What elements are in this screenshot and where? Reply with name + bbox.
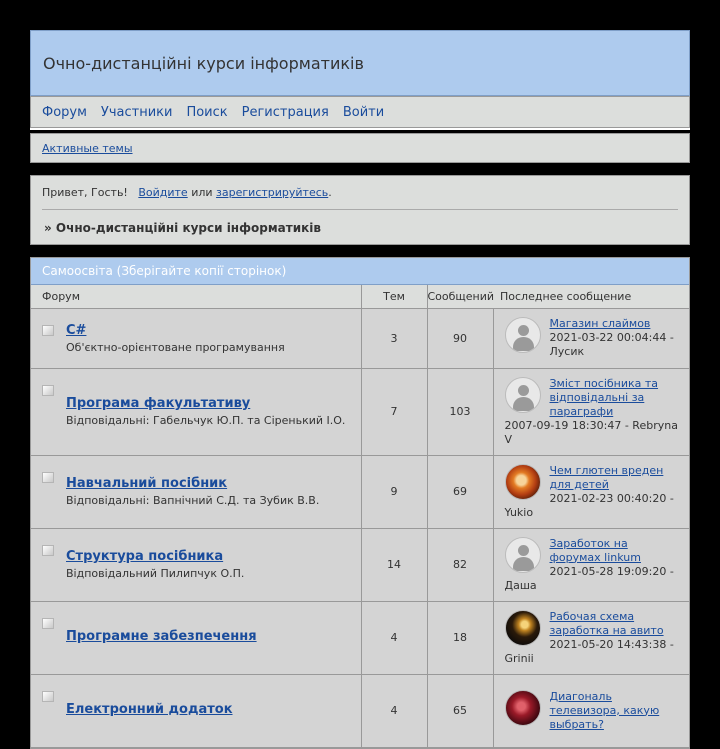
forum-cell — [31, 674, 361, 747]
last-post-link[interactable]: Зміст посібника та відповідальні за параграфи — [549, 376, 659, 418]
forum-table — [31, 285, 689, 748]
nav-login[interactable]: Войти — [342, 104, 385, 120]
last-post-link[interactable]: Чем глютен вреден для детей — [549, 463, 664, 491]
forum-status-icon — [42, 325, 54, 336]
last-post-meta: 2007-09-19 18:30:47 - Rebryna V — [504, 418, 678, 446]
forum-row — [31, 308, 689, 368]
topic-count: 9 — [361, 455, 427, 528]
forum-status-icon — [42, 618, 54, 629]
topic-count: 4 — [361, 601, 427, 674]
forum-title-link[interactable]: Програмне забезпечення — [66, 628, 257, 644]
forum-description: Відповідальні: Вапнічний С.Д. та Зубик В.В. — [66, 494, 320, 507]
post-count: 82 — [427, 528, 493, 601]
post-count: 69 — [427, 455, 493, 528]
last-post-meta: 2021-03-22 00:04:44 - Лусик — [549, 331, 674, 358]
topic-count: 14 — [361, 528, 427, 601]
forum-cell — [31, 455, 361, 528]
last-post-cell — [493, 601, 689, 674]
col-forum: Форум — [31, 285, 361, 308]
forum-title-link[interactable]: C# — [66, 322, 87, 338]
topic-count: 7 — [361, 368, 427, 455]
last-post-cell — [493, 308, 689, 368]
forum-cell — [31, 601, 361, 674]
category-title: Самоосвіта (Зберігайте копії сторінок) — [31, 258, 689, 285]
site-title: Очно-дистанційні курси інформатиків — [43, 53, 364, 73]
last-post-cell — [493, 368, 689, 455]
last-post-link[interactable]: Заработок на форумах linkum — [549, 536, 641, 564]
avatar[interactable] — [505, 610, 541, 646]
col-last-post: Последнее сообщение — [493, 285, 689, 308]
post-count: 90 — [427, 308, 493, 368]
post-count: 103 — [427, 368, 493, 455]
topic-count: 3 — [361, 308, 427, 368]
or-text: или — [191, 186, 213, 199]
col-topics: Тем — [361, 285, 427, 308]
forum-status-icon — [42, 691, 54, 702]
main-nav — [30, 96, 690, 128]
forum-status-icon — [42, 472, 54, 483]
forum-cell — [31, 368, 361, 455]
post-count: 65 — [427, 674, 493, 747]
avatar[interactable] — [505, 690, 541, 726]
nav-search[interactable]: Поиск — [186, 104, 228, 120]
forum-cell — [31, 528, 361, 601]
forum-row — [31, 368, 689, 455]
last-post-meta: 2021-02-23 00:40:20 - Yukio — [504, 491, 674, 519]
forum-row — [31, 674, 689, 747]
sub-nav — [30, 133, 690, 163]
forum-title-link[interactable]: Електронний додаток — [66, 701, 233, 717]
site-header — [30, 30, 690, 96]
forum-row — [31, 455, 689, 528]
avatar[interactable] — [505, 317, 541, 353]
last-post-link[interactable]: Магазин слаймов — [549, 317, 651, 330]
col-posts: Сообщений — [427, 285, 493, 308]
forum-title-link[interactable]: Структура посібника — [66, 549, 224, 564]
welcome-box — [30, 175, 690, 245]
post-count: 18 — [427, 601, 493, 674]
avatar[interactable] — [505, 464, 541, 500]
dot-text: . — [328, 186, 332, 199]
forum-row — [31, 528, 689, 601]
last-post-meta: 2021-05-20 14:43:38 - Grinii — [504, 637, 674, 665]
avatar[interactable] — [505, 537, 541, 573]
forum-description: Об'єктно-орієнтоване програмування — [66, 340, 285, 354]
last-post-meta: 2021-05-28 19:09:20 - Даша — [504, 564, 674, 592]
forum-row — [31, 601, 689, 674]
breadcrumb: » Очно-дистанційні курси інформатиків — [44, 221, 321, 235]
topic-count: 4 — [361, 674, 427, 747]
greeting-text: Привет, Гость! — [42, 186, 128, 199]
forum-status-icon — [42, 385, 54, 396]
last-post-cell — [493, 528, 689, 601]
last-post-cell — [493, 674, 689, 747]
nav-users[interactable]: Участники — [100, 104, 173, 120]
last-post-link[interactable]: Диагональ телевизора, какую выбрать? — [549, 689, 660, 731]
divider — [42, 209, 678, 210]
forum-status-icon — [42, 545, 54, 556]
divider — [30, 128, 690, 130]
forum-title-link[interactable]: Навчальний посібник — [66, 476, 228, 491]
nav-register[interactable]: Регистрация — [241, 104, 329, 120]
forum-title-link[interactable]: Програма факультативу — [66, 396, 251, 411]
register-link[interactable]: зарегистрируйтесь — [216, 186, 329, 199]
forum-description: Відповідальні: Габельчук Ю.П. та Сіренький І.О. — [66, 414, 346, 427]
login-link[interactable]: Войдите — [138, 186, 188, 199]
forum-description: Відповідальний Пилипчук О.П. — [66, 567, 245, 580]
nav-forum[interactable]: Форум — [42, 104, 87, 120]
forum-page — [30, 30, 690, 749]
last-post-cell — [493, 455, 689, 528]
category-block — [30, 257, 690, 749]
avatar[interactable] — [505, 377, 541, 413]
forum-cell — [31, 308, 361, 368]
last-post-link[interactable]: Рабочая схема заработка на авито — [549, 609, 664, 637]
active-topics-link[interactable]: Активные темы — [42, 141, 133, 155]
